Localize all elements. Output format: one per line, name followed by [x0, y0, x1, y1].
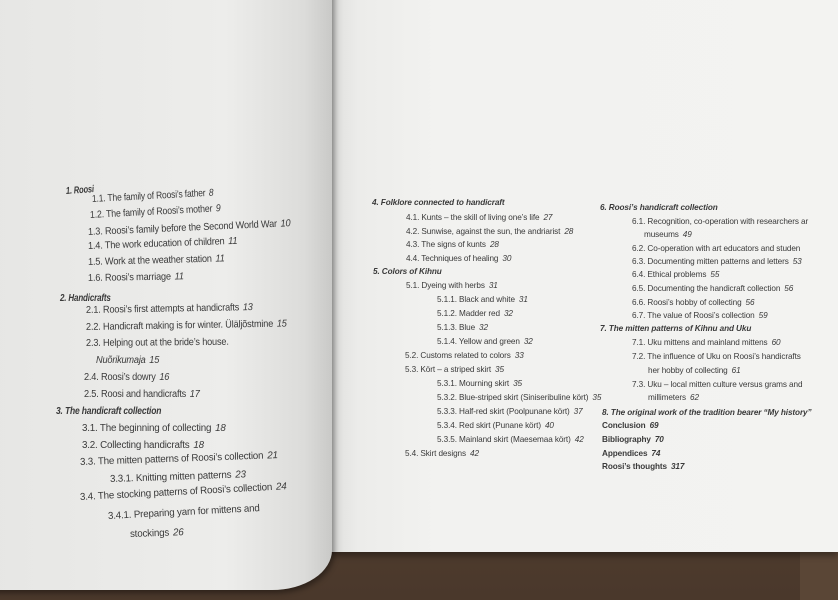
- entry-title: 7.3. Uku – local mitten culture versus grams and: [632, 380, 803, 389]
- entry-title: 6.7. The value of Roosi’s collection: [632, 311, 755, 320]
- right_col2-entry: [648, 366, 741, 375]
- left_page-entry: [88, 271, 184, 284]
- entry-page-number: 11: [174, 271, 184, 283]
- entry-title: Nuõrikumaja: [96, 355, 146, 366]
- right_col1-entry: [405, 449, 479, 458]
- entry-page-number: 26: [172, 527, 184, 539]
- entry-page-number: 30: [502, 254, 512, 263]
- right_col2-entry: [600, 203, 718, 212]
- right_col2-entry: [632, 352, 801, 361]
- entry-page-number: 18: [193, 440, 204, 451]
- entry-page-number: 27: [543, 213, 553, 222]
- entry-page-number: 23: [235, 469, 246, 481]
- left_page-entry: [88, 236, 238, 252]
- entry-page-number: 56: [784, 284, 794, 293]
- left_page-entry: [86, 302, 253, 316]
- entry-title: Bibliography: [602, 435, 651, 444]
- right_col1-entry: [406, 281, 498, 290]
- left_page-entry: [88, 253, 225, 268]
- entry-title: 5.3. Kört – a striped skirt: [405, 365, 492, 374]
- entry-title: 5.3.4. Red skirt (Punane kört): [437, 421, 541, 430]
- entry-title: 6. Roosi’s handicraft collection: [600, 203, 718, 212]
- entry-title: 6.6. Roosi’s hobby of collecting: [632, 298, 742, 307]
- entry-page-number: 42: [574, 435, 584, 444]
- entry-page-number: 60: [771, 338, 781, 347]
- entry-page-number: 37: [573, 407, 583, 416]
- entry-title: 3.4. The stocking patterns of Roosi’s collection: [79, 481, 273, 503]
- entry-page-number: 21: [267, 450, 278, 462]
- entry-page-number: 62: [690, 393, 699, 402]
- entry-page-number: 33: [514, 351, 524, 360]
- entry-title: 5.1.1. Black and white: [437, 295, 515, 304]
- right-page: [318, 0, 838, 552]
- entry-page-number: 49: [682, 230, 692, 239]
- entry-title: Appendices: [602, 449, 648, 458]
- entry-title: 7.2. The influence of Uku on Roosi’s handicrafts: [632, 352, 801, 361]
- right_col2-entry: [632, 298, 754, 307]
- entry-title: 4.3. The signs of kunts: [406, 240, 486, 249]
- entry-page-number: 32: [479, 323, 488, 332]
- entry-page-number: 53: [792, 257, 802, 266]
- right_col1-entry: [437, 435, 584, 444]
- entry-page-number: 32: [523, 337, 533, 346]
- entry-title: 6.3. Documenting mitten patterns and letters: [632, 257, 789, 266]
- entry-title: 5.4. Skirt designs: [405, 449, 467, 458]
- entry-title: 4.4. Techniques of healing: [406, 254, 499, 263]
- left_page-entry: [84, 389, 200, 400]
- right_col1-entry: [406, 213, 552, 222]
- left_page-entry: [86, 318, 287, 333]
- right_col1-entry: [372, 198, 505, 207]
- entry-title: 1. Roosi: [65, 184, 95, 197]
- entry-title: 7. The mitten patterns of Kihnu and Uku: [600, 324, 752, 333]
- right_col1-entry: [437, 421, 554, 430]
- entry-page-number: 74: [651, 449, 661, 458]
- entry-page-number: 15: [276, 318, 287, 330]
- right_col2-entry: [632, 284, 793, 293]
- entry-page-number: 59: [758, 311, 768, 320]
- entry-page-number: 35: [513, 379, 522, 388]
- right_col2-entry: [632, 270, 719, 279]
- left_page-entry: [56, 406, 161, 417]
- entry-title: 1.5. Work at the weather station: [87, 253, 212, 268]
- entry-page-number: 11: [227, 235, 238, 248]
- right_col2-entry: [644, 230, 692, 239]
- entry-title: 2.1. Roosi’s first attempts at handicrafts: [85, 302, 240, 316]
- right_col2-entry: [602, 421, 659, 430]
- left_page-entry: [96, 355, 159, 366]
- left-page-toc: [0, 0, 340, 600]
- entry-page-number: 10: [280, 218, 291, 230]
- entry-title: 5.3.5. Mainland skirt (Maesemaa kört): [437, 435, 571, 444]
- right_col1-entry: [437, 407, 583, 416]
- entry-page-number: 9: [215, 203, 221, 215]
- entry-title: 7.1. Uku mittens and mainland mittens: [632, 338, 768, 347]
- left_page-entry: [84, 372, 169, 383]
- entry-title: 5.1.3. Blue: [437, 323, 476, 332]
- entry-title: her hobby of collecting: [648, 366, 728, 375]
- entry-page-number: 61: [731, 366, 741, 375]
- entry-page-number: 69: [649, 421, 659, 430]
- left_page-entry: [82, 440, 204, 451]
- entry-page-number: 24: [275, 481, 287, 493]
- entry-page-number: 317: [670, 462, 685, 471]
- entry-title: millimeters: [648, 393, 687, 402]
- right_col1-entry: [406, 240, 499, 249]
- entry-title: 5.3.2. Blue-striped skirt (Siniseribuline kört): [437, 393, 589, 402]
- entry-title: 2. Handicrafts: [60, 293, 111, 304]
- right_col1-entry: [437, 379, 522, 388]
- entry-page-number: 31: [518, 295, 528, 304]
- right_col1-entry: [437, 337, 533, 346]
- entry-page-number: 55: [710, 270, 720, 279]
- entry-page-number: 8: [208, 187, 214, 199]
- entry-title: 2.3. Helping out at the bride’s house.: [85, 336, 229, 349]
- left_page-entry: [130, 527, 184, 540]
- entry-page-number: 28: [489, 240, 499, 249]
- entry-title: 5. Colors of Kihnu: [373, 267, 442, 276]
- entry-title: 5.2. Customs related to colors: [405, 351, 511, 360]
- right_col2-entry: [632, 311, 768, 320]
- right_col1-entry: [405, 365, 504, 374]
- left_page-entry: [90, 203, 221, 221]
- entry-page-number: 18: [215, 423, 226, 434]
- entry-title: 3.2. Collecting handicrafts: [82, 440, 190, 451]
- entry-title: 4. Folklore connected to handicraft: [372, 198, 505, 207]
- entry-title: 1.4. The work education of children: [87, 236, 225, 252]
- right_col2-entry: [632, 244, 800, 253]
- entry-page-number: 40: [544, 421, 554, 430]
- entry-title: 3.3.1. Knitting mitten patterns: [109, 469, 232, 485]
- entry-title: 5.1.2. Madder red: [437, 309, 500, 318]
- entry-title: 5.3.3. Half-red skirt (Poolpunane kört): [437, 407, 570, 416]
- right_col2-entry: [602, 449, 660, 458]
- left_page-entry: [88, 218, 291, 238]
- right_col1-entry: [437, 309, 513, 318]
- right_col2-entry: [602, 462, 684, 471]
- entry-page-number: 35: [592, 393, 602, 402]
- entry-page-number: 31: [488, 281, 498, 290]
- entry-title: Conclusion: [602, 421, 646, 430]
- entry-page-number: 11: [215, 253, 225, 265]
- entry-title: 1.6. Roosi’s marriage: [87, 271, 171, 284]
- left_page-entry: [86, 337, 229, 349]
- entry-title: 4.1. Kunts – the skill of living one’s life: [406, 213, 540, 222]
- entry-title: 1.2. The family of Roosi’s mother: [89, 203, 213, 221]
- left_page-entry: [82, 423, 226, 434]
- left_page-entry: [110, 469, 246, 485]
- entry-page-number: 70: [654, 435, 664, 444]
- entry-title: 6.5. Documenting the handicraft collection: [632, 284, 781, 293]
- entry-title: 8. The original work of the tradition bearer “My history”: [602, 408, 812, 417]
- entry-title: stockings: [129, 527, 170, 540]
- entry-page-number: 15: [149, 355, 160, 366]
- right_col1-entry: [405, 351, 524, 360]
- right_col1-entry: [406, 254, 511, 263]
- entry-title: 2.5. Roosi and handicrafts: [84, 389, 187, 400]
- entry-title: 2.4. Roosi’s dowry: [84, 372, 156, 383]
- entry-page-number: 17: [189, 389, 200, 400]
- entry-page-number: 13: [242, 302, 253, 314]
- entry-title: 3.1. The beginning of collecting: [82, 423, 212, 434]
- right_col2-entry: [632, 217, 808, 226]
- entry-page-number: 35: [495, 365, 504, 374]
- entry-title: 6.1. Recognition, co-operation with researchers ar: [632, 217, 809, 226]
- entry-page-number: 42: [470, 449, 479, 458]
- entry-title: 5.1.4. Yellow and green: [437, 337, 520, 346]
- left_page-entry: [66, 184, 95, 197]
- entry-title: 4.2. Sunwise, against the sun, the andriarist: [406, 227, 561, 236]
- right_col1-entry: [406, 227, 573, 236]
- left_page-entry: [108, 503, 260, 522]
- right_col2-entry: [632, 338, 780, 347]
- entry-page-number: 56: [745, 298, 755, 307]
- right_col2-entry: [632, 257, 802, 266]
- left_page-entry: [80, 450, 278, 468]
- entry-title: 2.2. Handicraft making is for winter. Üläljõstmine: [85, 318, 274, 333]
- right_col1-entry: [373, 267, 442, 276]
- right_col2-entry: [648, 393, 699, 402]
- entry-title: 6.2. Co-operation with art educators and studen: [632, 244, 801, 253]
- entry-title: 3. The handicraft collection: [56, 406, 162, 417]
- entry-title: museums: [644, 230, 679, 239]
- right_col2-entry: [600, 324, 751, 333]
- entry-page-number: 16: [159, 372, 170, 383]
- entry-title: 1.1. The family of Roosi’s father: [91, 188, 206, 205]
- right_col1-entry: [437, 323, 488, 332]
- right_col1-entry: [437, 295, 528, 304]
- entry-page-number: 28: [564, 227, 574, 236]
- left_page-entry: [60, 293, 111, 304]
- entry-title: 5.1. Dyeing with herbs: [406, 281, 485, 290]
- right_col2-entry: [632, 380, 802, 389]
- entry-title: 3.3. The mitten patterns of Roosi’s collection: [79, 450, 264, 468]
- left_page-entry: [92, 188, 214, 205]
- entry-title: 5.3.1. Mourning skirt: [437, 379, 510, 388]
- entry-title: Roosi’s thoughts: [602, 462, 667, 471]
- right_col2-entry: [602, 408, 811, 417]
- entry-title: 1.3. Roosi’s family before the Second World War: [87, 218, 278, 238]
- right_col1-entry: [437, 393, 601, 402]
- entry-title: 3.4.1. Preparing yarn for mittens and: [107, 503, 260, 522]
- entry-page-number: 32: [503, 309, 513, 318]
- right_col2-entry: [602, 435, 664, 444]
- entry-title: 6.4. Ethical problems: [632, 270, 707, 279]
